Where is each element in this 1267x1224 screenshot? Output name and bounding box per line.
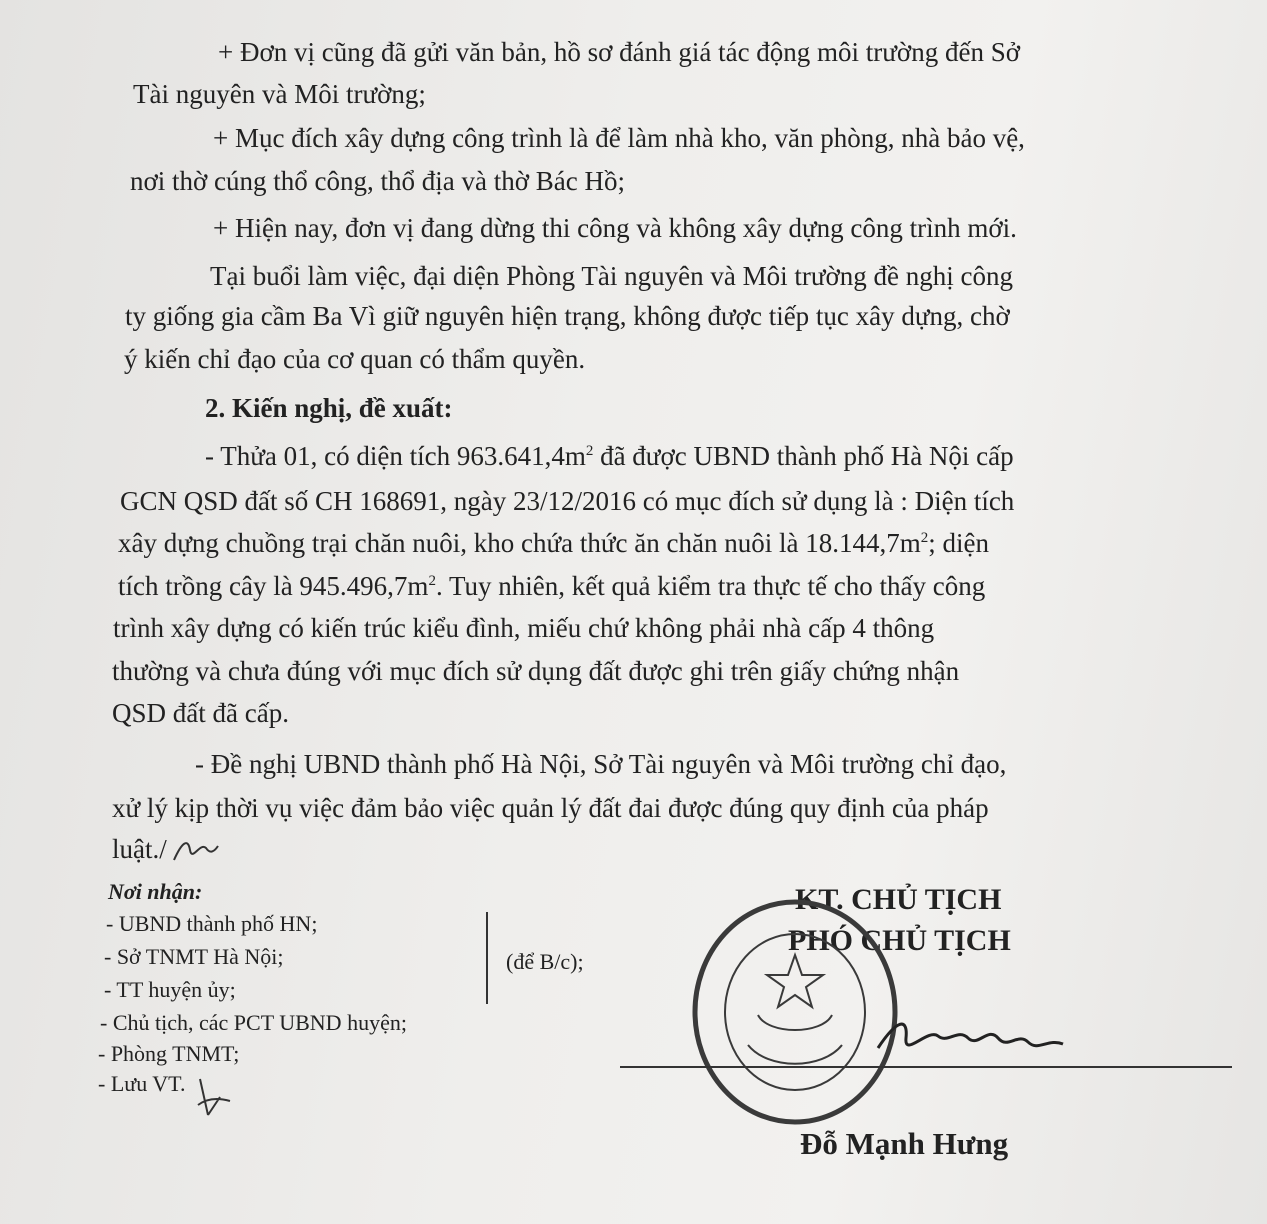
body-line: Tài nguyên và Môi trường; [133, 79, 426, 109]
body-text: đã được UBND thành phố Hà Nội cấp [593, 441, 1014, 471]
recipient-item: - Chủ tịch, các PCT UBND huyện; [100, 1010, 407, 1035]
recipient-divider [486, 912, 488, 1004]
section-heading: 2. Kiến nghị, đề xuất: [205, 393, 453, 423]
recipient-item: - Sở TNMT Hà Nội; [104, 944, 284, 969]
body-line: ty giống gia cầm Ba Vì giữ nguyên hiện trạng, không được tiếp tục xây dựng, chờ [125, 301, 1010, 331]
body-line: Tại buổi làm việc, đại diện Phòng Tài nguyên và Môi trường đề nghị công [210, 261, 1014, 291]
signature-title: KT. CHỦ TỊCH [795, 883, 1002, 916]
body-text: ; diện [928, 528, 989, 558]
body-line: + Mục đích xây dựng công trình là để làm nhà kho, văn phòng, nhà bảo vệ, [213, 123, 1025, 153]
body-text: - Thửa 01, có diện tích 963.641,4m [205, 441, 586, 471]
body-line: nơi thờ cúng thổ công, thổ địa và thờ Bác Hồ; [130, 166, 626, 196]
superscript: 2 [920, 530, 929, 546]
recipients-title: Nơi nhận: [108, 879, 203, 904]
recipient-item: - Phòng TNMT; [98, 1041, 240, 1066]
superscript: 2 [428, 573, 436, 589]
handwritten-initial-icon [170, 832, 220, 866]
signature-line [620, 1066, 1232, 1068]
body-line: GCN QSD đất số CH 168691, ngày 23/12/2016 có mục đích sử dụng là : Diện tích [120, 486, 1015, 516]
body-line [118, 527, 989, 559]
handwritten-mark-icon [190, 1075, 234, 1125]
body-line: - Đề nghị UBND thành phố Hà Nội, Sở Tài nguyên và Môi trường chỉ đạo, [195, 749, 1007, 779]
body-line [118, 570, 985, 602]
body-line: trình xây dựng có kiến trúc kiểu đình, miếu chứ không phải nhà cấp 4 thông [113, 613, 935, 643]
recipient-note: (để B/c); [506, 949, 584, 974]
body-line: xử lý kịp thời vụ việc đảm bảo việc quản lý đất đai được đúng quy định của pháp [112, 793, 989, 823]
body-line: + Đơn vị cũng đã gửi văn bản, hồ sơ đánh giá tác động môi trường đến Sở [218, 37, 1020, 67]
body-text: tích trồng cây là 945.496,7m [118, 571, 429, 601]
body-text: xây dựng chuồng trại chăn nuôi, kho chứa thức ăn chăn nuôi là 18.144,7m [118, 528, 921, 558]
body-line: thường và chưa đúng với mục đích sử dụng đất được ghi trên giấy chứng nhận [112, 656, 960, 686]
signature-subtitle: PHÓ CHỦ TỊCH [788, 924, 1011, 957]
body-text: . Tuy nhiên, kết quả kiểm tra thực tế cho thấy công [435, 571, 986, 601]
body-line: QSD đất đã cấp. [112, 698, 289, 728]
handwritten-signature-icon [868, 1008, 1068, 1068]
recipient-item: - UBND thành phố HN; [106, 911, 318, 936]
signer-name: Đỗ Mạnh Hưng [800, 1126, 1009, 1161]
body-line: luật./ [112, 834, 167, 864]
recipient-item: - Lưu VT. [98, 1071, 186, 1096]
recipient-item: - TT huyện ủy; [104, 977, 236, 1002]
body-line [205, 440, 1014, 472]
body-line: + Hiện nay, đơn vị đang dừng thi công và không xây dựng công trình mới. [213, 213, 1017, 243]
superscript: 2 [585, 443, 594, 459]
body-line: ý kiến chỉ đạo của cơ quan có thẩm quyền. [124, 344, 586, 374]
